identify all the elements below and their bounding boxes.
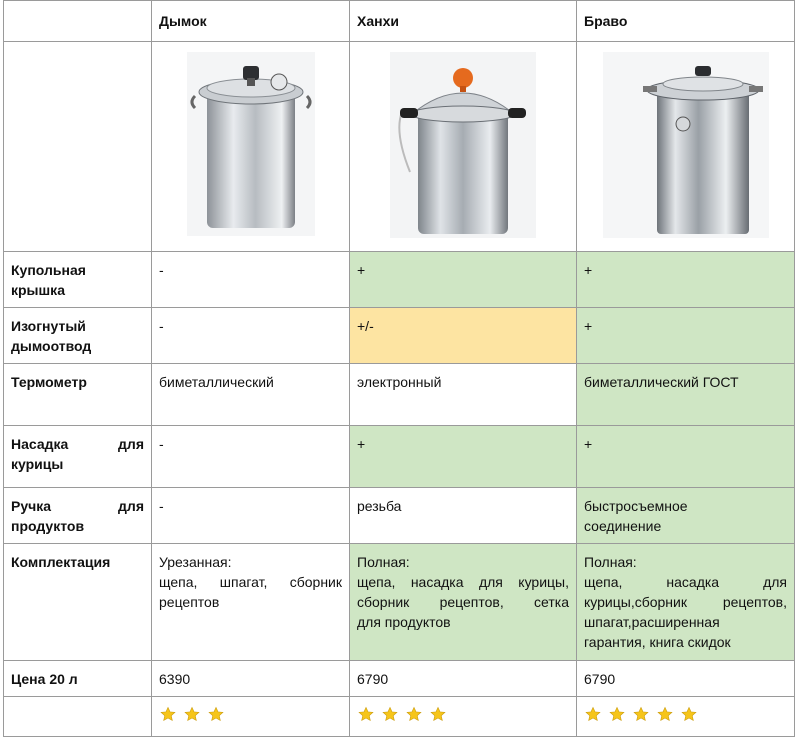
thermometer-dymok: биметаллический [152,364,350,426]
star-icon [584,706,602,723]
kit-hanhi: Полная: щепа, насадка для курицы, сборник рецептов, сетка для продуктов [350,544,577,661]
comparison-table [3,0,795,737]
star-icon [429,706,447,723]
bravo-image-cell [577,42,795,252]
price-dymok: 6390 [152,661,350,697]
rating-dymok [152,697,350,737]
chicken-attachment-bravo: + [577,426,795,488]
product-handle-dymok: - [152,488,350,544]
header-row [4,1,795,42]
kit-dymok: Урезанная: щепа, шпагат, сборник рецептов [152,544,350,661]
curved-flue-label: Изогнутый дымоотвод [4,308,152,364]
dome-lid-dymok: - [152,252,350,308]
header-hanhi: Ханхи [350,1,577,42]
rating-row [4,697,795,737]
star-icon [680,706,698,723]
star-icon [405,706,423,723]
dome-lid-label: Купольная крышка [4,252,152,308]
star-icon [632,706,650,723]
star-icon [183,706,201,723]
dymok-image-cell [152,42,350,252]
chicken-attachment-row [4,426,795,488]
images-row [4,42,795,252]
star-icon [159,706,177,723]
thermometer-hanhi: электронный [350,364,577,426]
header-dymok: Дымок [152,1,350,42]
star-icon [207,706,225,723]
kit-row [4,544,795,661]
chicken-attachment-dymok: - [152,426,350,488]
hanhi-image-cell [350,42,577,252]
star-icon [357,706,375,723]
dome-lid-row [4,252,795,308]
star-icon [608,706,626,723]
kit-label: Комплектация [4,544,152,661]
thermometer-bravo: биметаллический ГОСТ [577,364,795,426]
header-bravo: Браво [577,1,795,42]
star-icon [381,706,399,723]
curved-flue-bravo: + [577,308,795,364]
header-corner [4,1,152,42]
dymok-smokehouse-image [187,52,315,236]
price-bravo: 6790 [577,661,795,697]
images-corner [4,42,152,252]
product-handle-row [4,488,795,544]
product-handle-hanhi: резьба [350,488,577,544]
star-icon [656,706,674,723]
chicken-attachment-label: Насадка для курицы [4,426,152,488]
price-row [4,661,795,697]
bravo-smokehouse-image [603,52,769,238]
hanhi-smokehouse-image [390,52,536,238]
product-handle-bravo: быстросъемное соединение [577,488,795,544]
kit-bravo: Полная: щепа, насадка для курицы,сборник рецептов, шпагат,расширенная гарантия, книга скидок [577,544,795,661]
product-handle-label: Ручка для продуктов [4,488,152,544]
rating-corner [4,697,152,737]
dome-lid-bravo: + [577,252,795,308]
thermometer-row [4,364,795,426]
rating-hanhi [350,697,577,737]
thermometer-label: Термометр [4,364,152,426]
curved-flue-dymok: - [152,308,350,364]
price-label: Цена 20 л [4,661,152,697]
dome-lid-hanhi: + [350,252,577,308]
rating-bravo [577,697,795,737]
curved-flue-hanhi: +/- [350,308,577,364]
curved-flue-row [4,308,795,364]
price-hanhi: 6790 [350,661,577,697]
chicken-attachment-hanhi: + [350,426,577,488]
